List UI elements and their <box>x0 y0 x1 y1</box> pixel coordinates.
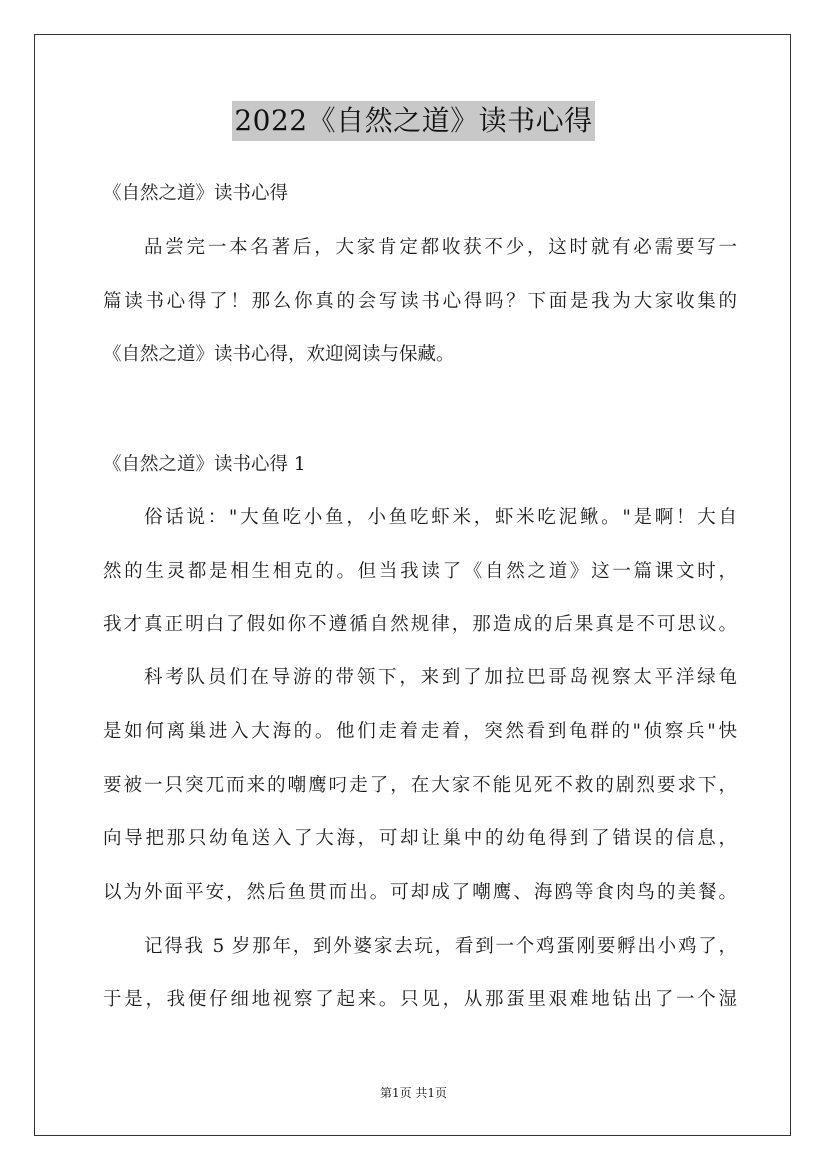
paragraph2-line-1: 科考队员们在导游的带领下，来到了加拉巴哥岛视察太平洋绿龟 <box>144 667 737 688</box>
paragraph1-line-2: 然的生灵都是相生相克的。但当我读了《自然之道》这一篇课文时， <box>103 561 737 582</box>
paragraph3-line-1: 记得我 5 岁那年，到外婆家去玩，看到一个鸡蛋刚要孵出小鸡了， <box>144 936 737 957</box>
intro-line-3: 《自然之道》读书心得，欢迎阅读与保藏。 <box>103 344 455 365</box>
title-container <box>0 101 827 141</box>
paragraph2-line-2: 是如何离巢进入大海的。他们走着走着，突然看到龟群的"侦察兵"快 <box>103 721 737 742</box>
paragraph3-line-2: 于是，我便仔细地视察了起来。只见，从那蛋里艰难地钻出了一个湿 <box>103 989 737 1010</box>
page-footer: 第1页 共1页 <box>379 1086 448 1100</box>
paragraph2-line-3: 要被一只突兀而来的嘲鹰叼走了，在大家不能见死不救的剧烈要求下， <box>103 775 737 796</box>
intro-line-2: 篇读书心得了！那么你真的会写读书心得吗？下面是我为大家收集的 <box>103 291 737 312</box>
section-heading: 《自然之道》读书心得 1 <box>103 454 306 475</box>
paragraph1-line-1: 俗话说："大鱼吃小鱼，小鱼吃虾米，虾米吃泥鳅。"是啊！大自 <box>144 507 737 528</box>
document-title: 2022《自然之道》读书心得 <box>232 101 594 141</box>
document-subtitle: 《自然之道》读书心得 <box>103 183 289 204</box>
intro-line-1: 品尝完一本名著后，大家肯定都收获不少，这时就有必需要写一 <box>144 237 737 258</box>
paragraph1-line-3: 我才真正明白了假如你不遵循自然规律，那造成的后果真是不可思议。 <box>103 614 737 635</box>
paragraph2-line-4: 向导把那只幼龟送入了大海，可却让巢中的幼龟得到了错误的信息， <box>103 828 737 849</box>
paragraph2-line-5: 以为外面平安，然后鱼贯而出。可却成了嘲鹰、海鸥等食肉鸟的美餐。 <box>103 882 737 903</box>
